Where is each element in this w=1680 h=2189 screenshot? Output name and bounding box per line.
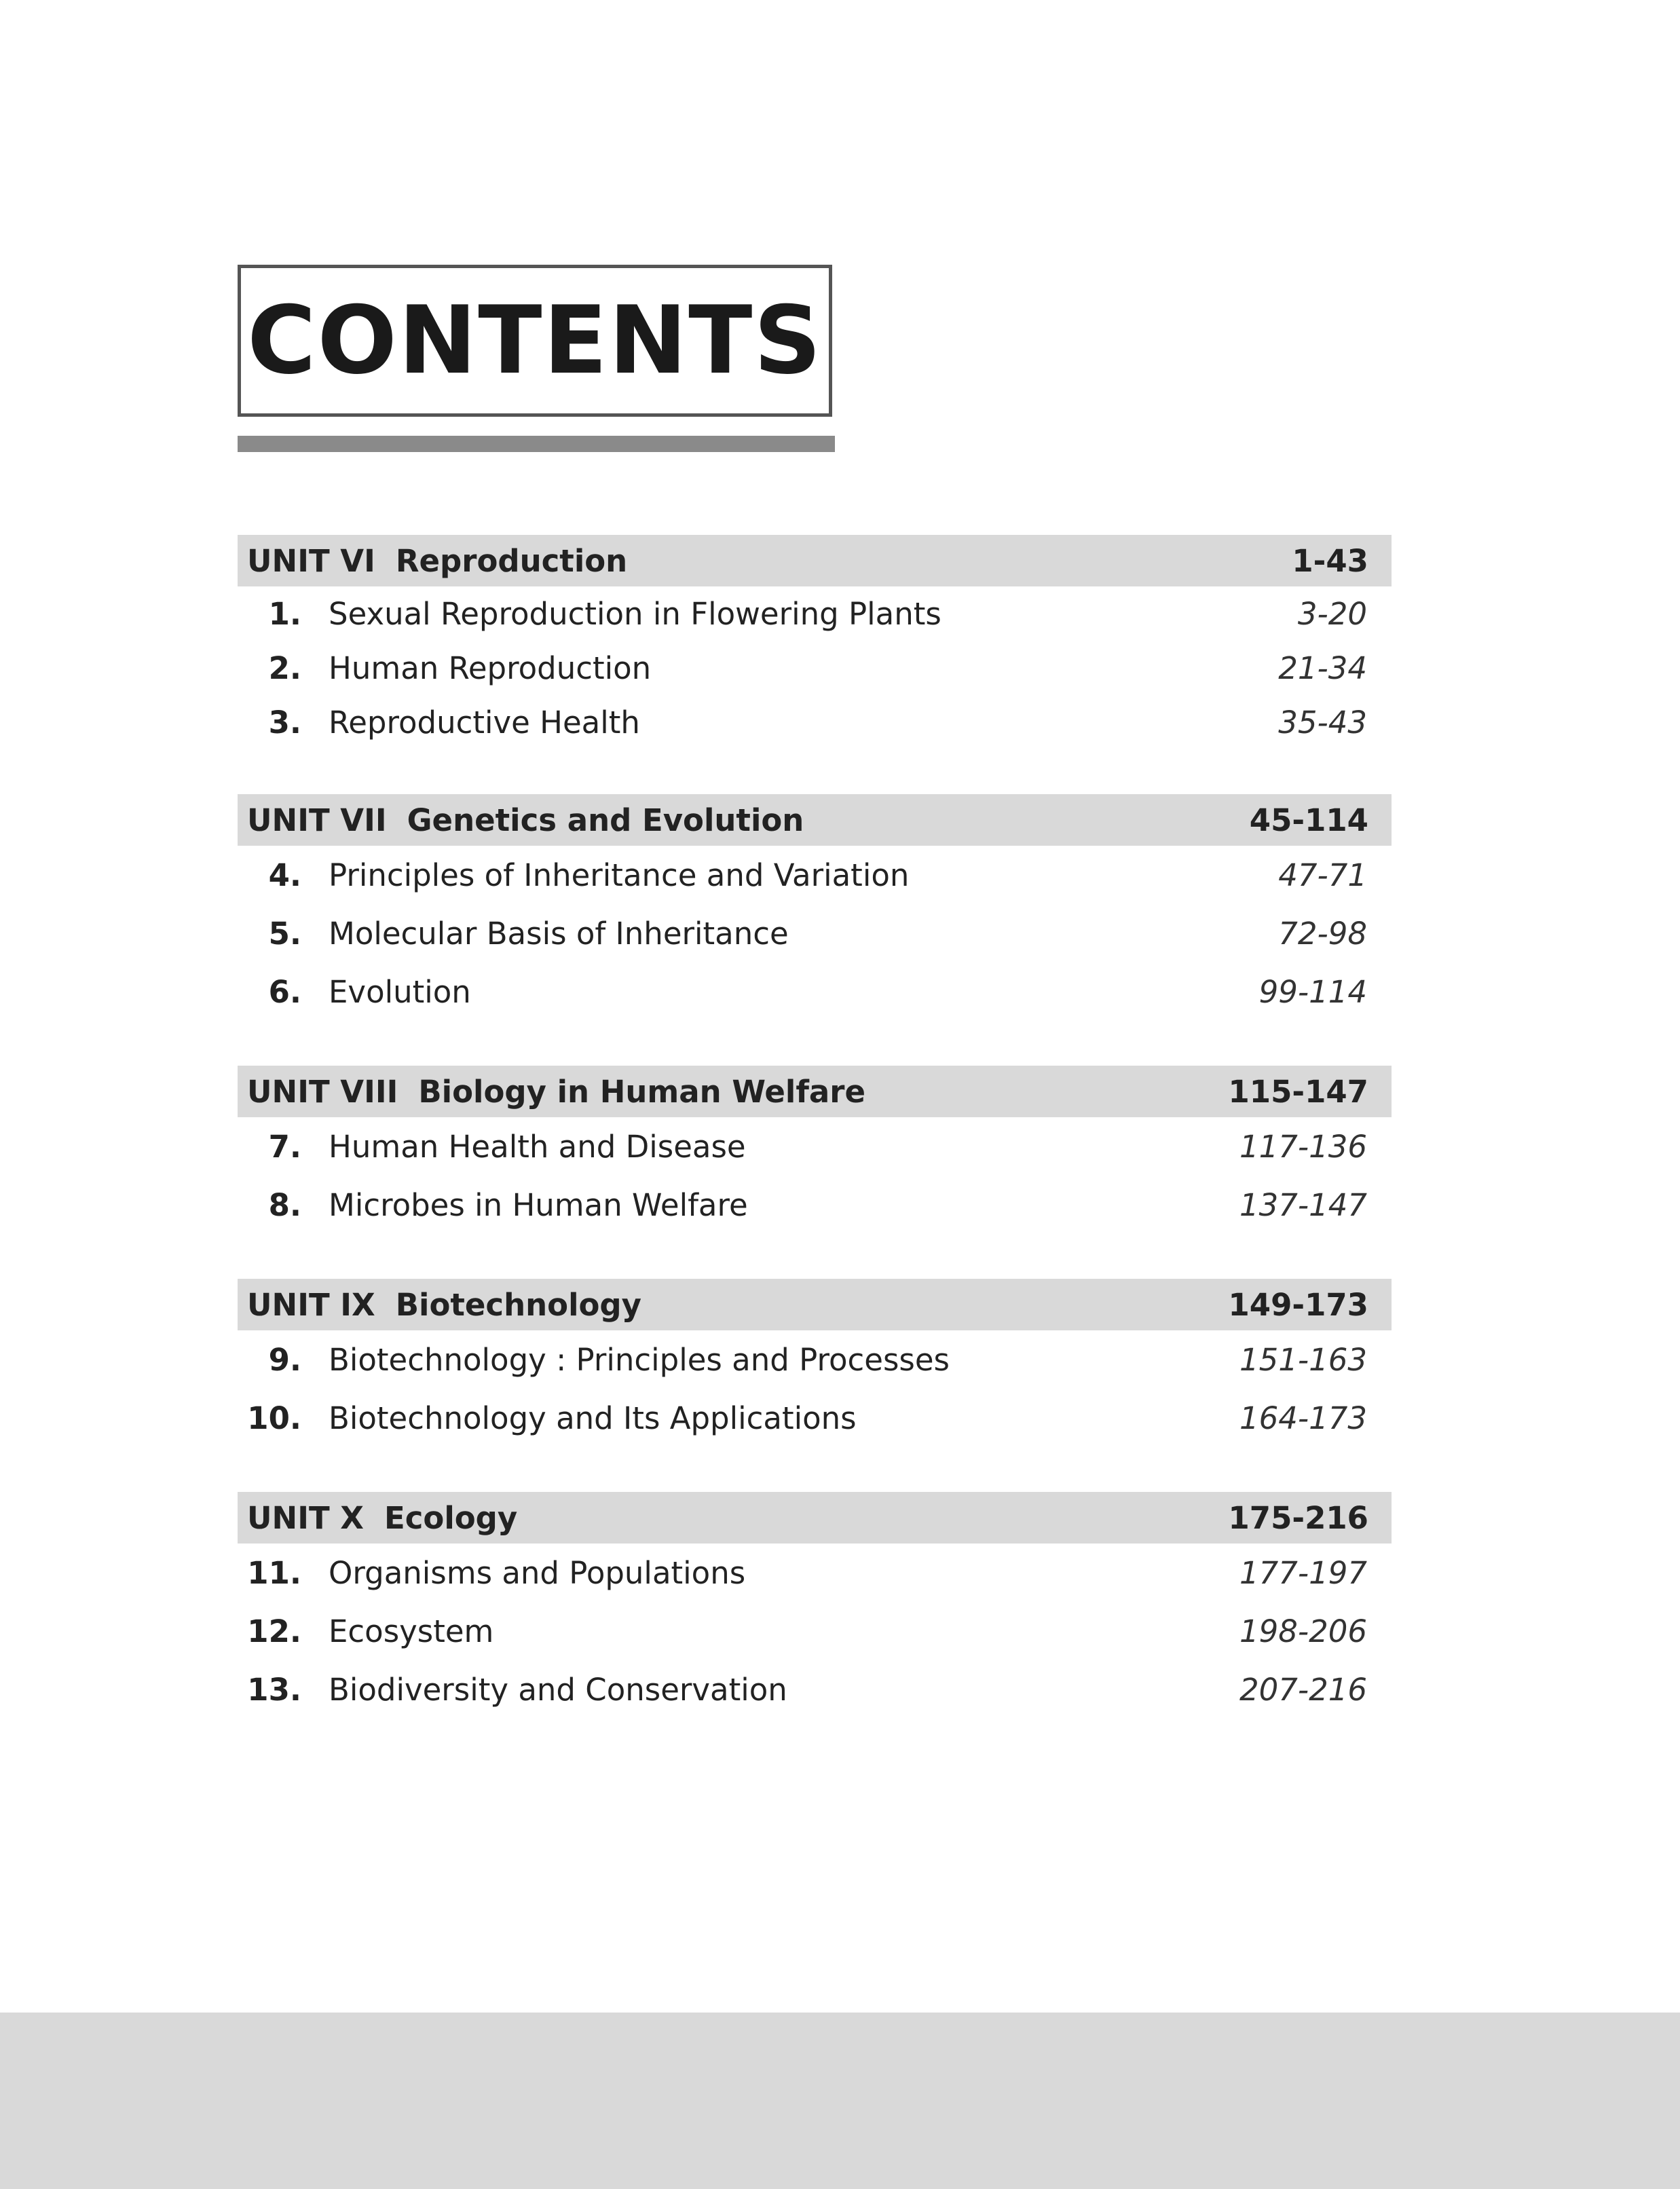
chapter-number: 11. [247,1554,301,1591]
chapter-title: Organisms and Populations [329,1554,746,1591]
chapter-row[interactable] [238,641,1392,695]
title-underline-bar [238,436,835,452]
contents-title-box [238,265,832,417]
unit-title: Biology in Human Welfare [418,1073,865,1110]
unit-section [238,794,1392,1021]
unit-pages: 1-43 [1292,542,1368,579]
unit-code: UNIT VII [247,802,387,838]
unit-title: Genetics and Evolution [407,802,804,838]
unit-section [238,1066,1392,1234]
unit-title: Ecology [384,1499,518,1536]
chapter-number: 5. [268,915,301,952]
chapter-title: Microbes in Human Welfare [329,1186,748,1223]
chapter-title: Biotechnology : Principles and Processes [329,1341,950,1378]
chapter-pages: 3-20 [1297,595,1367,632]
chapter-title: Molecular Basis of Inheritance [329,915,789,952]
chapter-row[interactable] [238,1117,1392,1176]
table-of-contents [238,535,1392,1763]
chapter-pages: 164-173 [1239,1400,1367,1436]
chapter-number: 6. [268,973,301,1010]
chapter-pages: 207-216 [1239,1671,1367,1708]
chapter-number: 3. [268,704,301,741]
chapter-title: Sexual Reproduction in Flowering Plants [329,595,941,632]
chapter-row[interactable] [238,1176,1392,1234]
chapter-row[interactable] [238,1330,1392,1389]
unit-code: UNIT VI [247,542,375,579]
chapter-pages: 21-34 [1278,650,1367,686]
chapter-pages: 72-98 [1278,915,1367,952]
unit-code: UNIT VIII [247,1073,398,1110]
chapter-number: 9. [268,1341,301,1378]
unit-code: UNIT X [247,1499,365,1536]
unit-title: Reproduction [395,542,628,579]
unit-header[interactable] [238,794,1392,846]
chapter-title: Biodiversity and Conservation [329,1671,787,1708]
chapter-number: 2. [268,650,301,686]
chapter-row[interactable] [238,586,1392,641]
chapter-row[interactable] [238,1660,1392,1719]
chapter-number: 7. [268,1128,301,1165]
chapter-pages: 177-197 [1239,1554,1367,1591]
footer-band [0,2013,1680,2189]
chapter-pages: 99-114 [1258,973,1367,1010]
page-title: CONTENTS [247,286,823,395]
chapter-number: 4. [268,857,301,893]
unit-header[interactable] [238,1066,1392,1117]
unit-pages: 149-173 [1228,1286,1368,1323]
unit-pages: 175-216 [1228,1499,1368,1536]
chapter-row[interactable] [238,962,1392,1021]
unit-pages: 45-114 [1249,802,1368,838]
chapter-pages: 137-147 [1239,1186,1367,1223]
chapter-row[interactable] [238,1543,1392,1602]
chapter-title: Principles of Inheritance and Variation [329,857,910,893]
unit-header[interactable] [238,535,1392,586]
chapter-title: Evolution [329,973,471,1010]
chapter-number: 12. [247,1613,301,1649]
chapter-title: Human Health and Disease [329,1128,746,1165]
chapter-pages: 117-136 [1239,1128,1367,1165]
unit-section [238,1492,1392,1719]
chapter-pages: 47-71 [1278,857,1367,893]
unit-section [238,1279,1392,1447]
chapter-title: Biotechnology and Its Applications [329,1400,857,1436]
chapter-title: Reproductive Health [329,704,640,741]
chapter-pages: 35-43 [1278,704,1367,741]
unit-code: UNIT IX [247,1286,375,1323]
chapter-row[interactable] [238,1389,1392,1447]
chapter-row[interactable] [238,904,1392,962]
unit-pages: 115-147 [1228,1073,1368,1110]
unit-header[interactable] [238,1279,1392,1330]
chapter-row[interactable] [238,1602,1392,1660]
chapter-number: 8. [268,1186,301,1223]
chapter-pages: 151-163 [1239,1341,1367,1378]
chapter-number: 1. [268,595,301,632]
chapter-row[interactable] [238,846,1392,904]
chapter-title: Human Reproduction [329,650,652,686]
unit-section [238,535,1392,749]
chapter-number: 13. [247,1671,301,1708]
chapter-title: Ecosystem [329,1613,494,1649]
chapter-pages: 198-206 [1239,1613,1367,1649]
chapter-number: 10. [247,1400,301,1436]
chapter-row[interactable] [238,695,1392,749]
unit-header[interactable] [238,1492,1392,1543]
unit-title: Biotechnology [395,1286,641,1323]
